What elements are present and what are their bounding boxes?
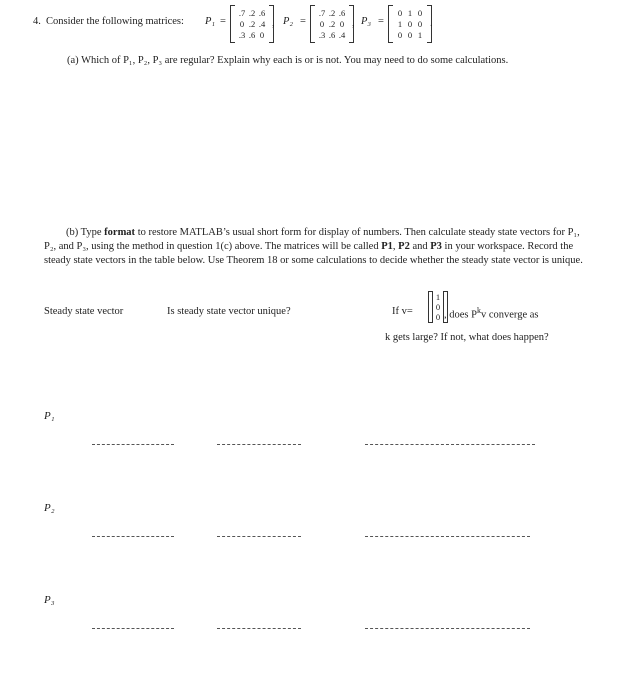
- matrix-name-p2: P₂: [283, 16, 294, 27]
- part-b-text: to restore MATLAB’s usual short form for display of numbers. Then calculate steady state vectors for P₁, P₂, and P₃, using the method in question 1(c) above. The matrices will be called: [44, 227, 580, 252]
- part-b-command: format: [104, 227, 136, 238]
- matrix-entry: .6: [328, 29, 336, 40]
- matrix-entry: 1: [397, 18, 403, 29]
- matrix-var-p3: P3: [430, 241, 442, 252]
- part-b-prefix: (b) Type: [66, 227, 105, 238]
- separator: .: [430, 18, 433, 29]
- convergence-mid-text: , does P: [444, 309, 477, 321]
- matrix-entry: .2: [328, 18, 336, 29]
- matrix-entry: .7: [318, 7, 326, 18]
- answer-line[interactable]: [217, 444, 301, 445]
- convergence-mid: [444, 306, 539, 321]
- matrix-entry: 0: [407, 29, 413, 40]
- matrix-entry: .6: [258, 7, 266, 18]
- answer-line[interactable]: [92, 444, 174, 445]
- answer-line[interactable]: [365, 444, 535, 445]
- answer-line[interactable]: [92, 536, 174, 537]
- column-header-unique: Is steady state vector unique?: [167, 306, 291, 317]
- matrix-var-p2: P2: [398, 241, 410, 252]
- matrix-entry: 1: [407, 7, 413, 18]
- matrix-entries: [235, 8, 269, 41]
- equals-sign: =: [378, 16, 384, 27]
- matrix-entry: 1: [417, 29, 423, 40]
- row-label-p2: P₂: [44, 502, 55, 514]
- convergence-prefix: If v=: [392, 306, 413, 317]
- answer-line[interactable]: [217, 536, 301, 537]
- matrix-entry: .2: [328, 7, 336, 18]
- row-label-p3: P₃: [44, 594, 55, 606]
- matrix-entry: 0: [239, 18, 245, 29]
- power-k: k: [476, 306, 481, 315]
- matrix-p3: [388, 5, 432, 43]
- matrix-var-p1: P1: [381, 241, 393, 252]
- matrix-entry: 0: [417, 7, 423, 18]
- separator: ,: [272, 18, 275, 29]
- matrix-entry: .3: [318, 29, 326, 40]
- matrix-entry: 0: [259, 29, 265, 40]
- convergence-suffix: v converge as: [480, 309, 539, 321]
- matrix-entry: .2: [248, 7, 256, 18]
- question-intro: Consider the following matrices:: [46, 16, 184, 27]
- column-header-steady-state: Steady state vector: [44, 306, 124, 317]
- part-b-sep: ,: [392, 241, 399, 252]
- matrix-entry: .6: [248, 29, 256, 40]
- matrix-p1: [230, 5, 274, 43]
- matrix-entry: .4: [338, 29, 346, 40]
- answer-line[interactable]: [365, 628, 530, 629]
- vector-entry: 1: [435, 292, 441, 302]
- matrix-entry: .6: [338, 7, 346, 18]
- answer-line[interactable]: [92, 628, 174, 629]
- matrix-entry: 0: [319, 18, 325, 29]
- matrix-entry: .4: [258, 18, 266, 29]
- matrix-entry: 0: [397, 7, 403, 18]
- matrix-name-p1: P₁: [205, 16, 216, 27]
- part-b-prompt: [44, 226, 592, 268]
- vector-entries: [433, 292, 443, 322]
- question-number: 4.: [33, 16, 41, 27]
- matrix-entry: .7: [238, 7, 246, 18]
- matrix-entries: [393, 8, 427, 41]
- matrix-p2: [310, 5, 354, 43]
- vector-entry: 0: [435, 302, 441, 312]
- part-b-sep: and: [409, 241, 431, 252]
- equals-sign: =: [220, 16, 226, 27]
- matrix-entry: 0: [339, 18, 345, 29]
- separator: ,: [352, 18, 355, 29]
- matrix-name-p3: P₃: [361, 16, 372, 27]
- vector-entry: 0: [435, 312, 441, 322]
- equals-sign: =: [300, 16, 306, 27]
- matrix-entry: .3: [238, 29, 246, 40]
- part-b-text: in your workspace. Record the steady state vectors in the table below. Use Theorem 18 or some calculations to decide whether the steady state vector is unique.: [44, 241, 583, 266]
- part-a-prompt: (a) Which of P₁, P₂, P₃ are regular? Explain why each is or is not. You may need to do some calculations.: [67, 55, 509, 66]
- column-header-convergence-line2: k gets large? If not, what does happen?: [385, 332, 549, 343]
- matrix-entries: [315, 8, 349, 41]
- matrix-entry: .2: [248, 18, 256, 29]
- answer-line[interactable]: [217, 628, 301, 629]
- matrix-entry: 0: [417, 18, 423, 29]
- answer-line[interactable]: [365, 536, 530, 537]
- row-label-p1: P₁: [44, 410, 55, 422]
- matrix-entry: 0: [407, 18, 413, 29]
- matrix-entry: 0: [397, 29, 403, 40]
